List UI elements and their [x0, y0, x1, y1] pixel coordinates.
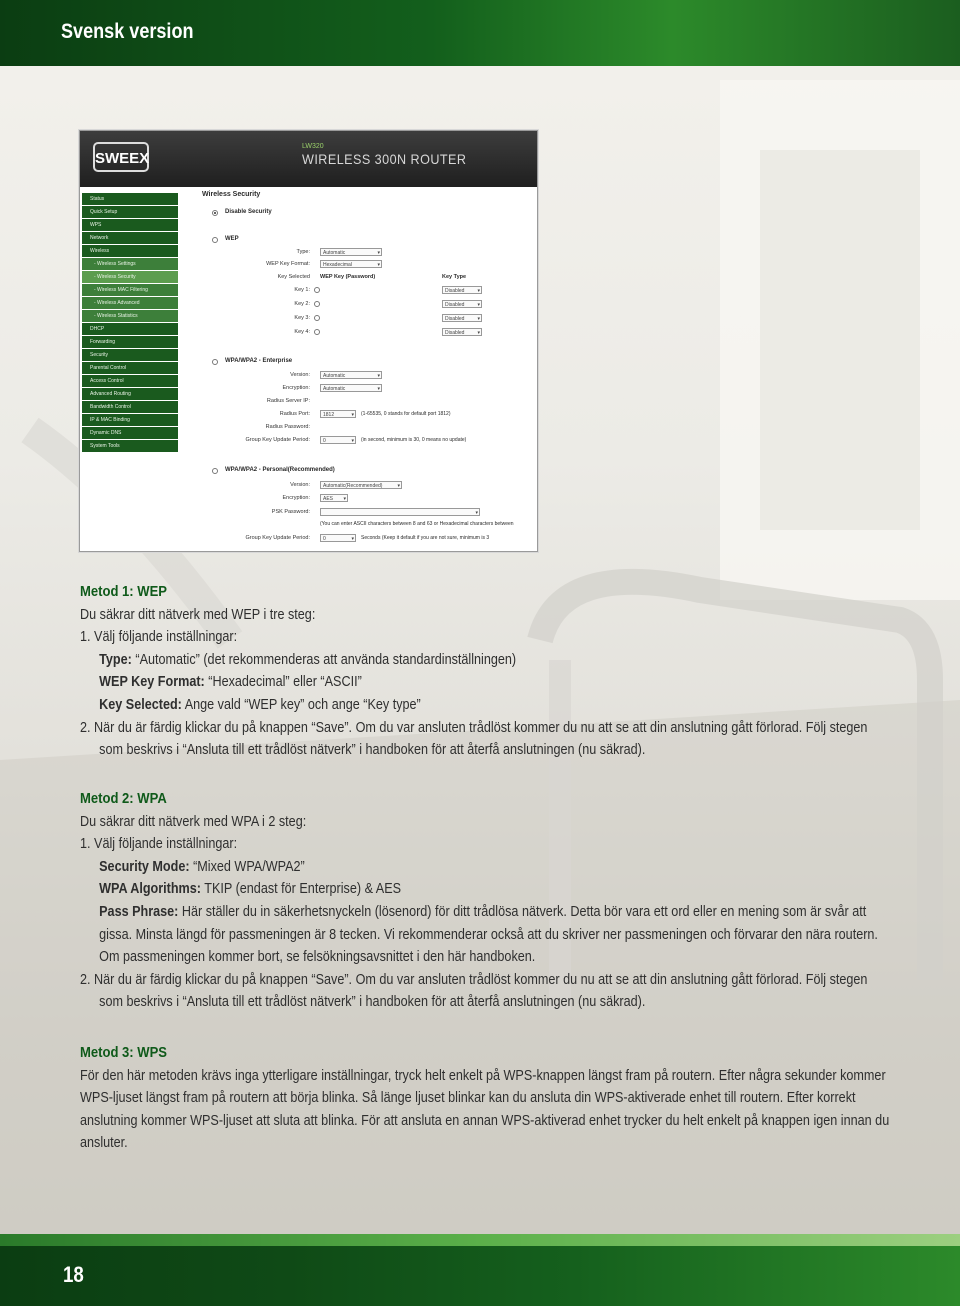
- encryption-select[interactable]: Automatic ▾: [320, 384, 382, 392]
- router-product-name: WIRELESS 300N ROUTER: [302, 151, 467, 167]
- key3-label: Key 3:: [294, 315, 310, 321]
- wpa-pass-label: Pass Phrase:: [99, 903, 179, 920]
- personal-encryption-select[interactable]: AES ▾: [320, 494, 348, 502]
- wep-key-label: Key Selected:: [99, 696, 182, 713]
- personal-group-key-hint: Seconds (Keep it default if you are not sure, minimum is 3: [361, 535, 490, 541]
- page-number: 18: [63, 1262, 84, 1287]
- nav-item[interactable]: Security: [82, 349, 178, 361]
- key-selected-label: Key Selected: [277, 274, 310, 280]
- wep-key-header: WEP Key (Password): [320, 274, 376, 280]
- disable-security-label: Disable Security: [225, 209, 272, 215]
- wps-line3: anslutning kommer WPS-ljuset att sluta att blinka. För att ansluta en annan WPS-aktiverad enhet trycker du helt enkelt på knappen igen innan du: [80, 1112, 890, 1129]
- psk-hint: (You can enter ASCII characters between 8 and 63 or Hexadecimal characters between: [320, 521, 514, 527]
- key-type-header: Key Type: [442, 274, 467, 280]
- radius-password-label: Radius Password:: [265, 424, 310, 430]
- key3-radio[interactable]: [314, 315, 320, 321]
- wpa-mode-text: “Mixed WPA/WPA2”: [189, 858, 305, 875]
- wps-line4: ansluter.: [80, 1135, 128, 1152]
- nav-item[interactable]: Network: [82, 232, 178, 244]
- nav-item[interactable]: - Wireless MAC Filtering: [82, 284, 178, 296]
- version-label: Version:: [290, 372, 310, 378]
- key1-label: Key 1:: [294, 287, 310, 293]
- header-title: Svensk version: [61, 20, 194, 43]
- personal-group-key-input[interactable]: 0 ▾: [320, 534, 356, 542]
- wep-step2-b: som beskrivs i “Ansluta till ett trådlöst nätverk” i handboken för att återfå anslutningen (nu säkrad).: [99, 742, 646, 759]
- router-screenshot: [79, 130, 538, 552]
- wep-key-format-label: WEP Key Format:: [266, 261, 310, 267]
- wep-step1: 1. Välj följande inställningar:: [80, 629, 238, 646]
- key2-radio[interactable]: [314, 301, 320, 307]
- nav-item[interactable]: - Wireless Settings: [82, 258, 178, 270]
- wpa-step1: 1. Välj följande inställningar:: [80, 836, 238, 853]
- radio-wep[interactable]: [212, 237, 218, 243]
- radius-ip-label: Radius Server IP:: [266, 398, 310, 404]
- key1-radio[interactable]: [314, 287, 320, 293]
- radio-wpa-personal[interactable]: [212, 468, 218, 474]
- wpa-pass-text-b: gissa. Minsta längd för passmeningen är 8 tecken. Vi rekommenderar också att du skriver ner passmeningen och förvarar den nära routern.: [99, 926, 878, 943]
- wpa-mode-label: Security Mode:: [99, 858, 190, 875]
- radio-disable-security[interactable]: [212, 210, 218, 216]
- nav-item[interactable]: Quick Setup: [82, 206, 178, 218]
- encryption-label: Encryption:: [282, 385, 310, 391]
- nav-item[interactable]: Wireless: [82, 245, 178, 257]
- group-key-label: Group Key Update Period:: [245, 437, 310, 443]
- wps-line1: För den här metoden krävs inga ytterligare inställningar, tryck helt enkelt på WPS-knappen längst fram på routern. Efter några sekunder kommer: [80, 1067, 886, 1084]
- wps-line2: WPS-ljuset längst fram på routern att börja blinka. Så länge ljuset blinkar kan du ansluta din WPS-aktiverade enhet till routern. Efter korrekt: [80, 1090, 856, 1107]
- key3-type-select[interactable]: Disabled ▾: [442, 314, 482, 322]
- key4-radio[interactable]: [314, 329, 320, 335]
- radius-port-input[interactable]: 1812 ▾: [320, 410, 356, 418]
- wep-key-text: Ange vald “WEP key” och ange “Key type”: [181, 696, 421, 713]
- router-content: [180, 187, 537, 551]
- psk-password-input[interactable]: [320, 508, 480, 516]
- wpa-step2-a: 2. När du är färdig klickar du på knappen “Save”. Om du var ansluten trådlöst kommer du nu att se att din anslutning gått förlorad. Följ stegen: [80, 971, 868, 988]
- router-model: LW320: [302, 143, 324, 150]
- key4-type-select[interactable]: Disabled ▾: [442, 328, 482, 336]
- nav-item[interactable]: - Wireless Statistics: [82, 310, 178, 322]
- sweex-logo: SWEEX: [93, 142, 149, 172]
- nav-item[interactable]: DHCP: [82, 323, 178, 335]
- wpa-pass-text-c: Om passmeningen kommer bort, se felsökningsavsnittet i den här handboken.: [99, 949, 536, 966]
- wep-title: Metod 1: WEP: [80, 583, 167, 600]
- wep-format-line: [80, 671, 867, 694]
- personal-version-label: Version:: [290, 482, 310, 488]
- type-select[interactable]: Automatic ▾: [320, 248, 382, 256]
- wep-format-text: “Hexadecimal” eller “ASCII”: [204, 674, 362, 691]
- psk-password-label: PSK Password:: [271, 509, 310, 515]
- nav-item[interactable]: Forwarding: [82, 336, 178, 348]
- wep-type-text: “Automatic” (det rekommenderas att använda standardinställningen): [131, 651, 517, 668]
- wep-format-label: WEP Key Format:: [99, 674, 205, 691]
- wpa-intro: Du säkrar ditt nätverk med WPA i 2 steg:: [80, 813, 307, 830]
- personal-group-key-label: Group Key Update Period:: [245, 535, 310, 541]
- wpa-algo-label: WPA Algorithms:: [99, 881, 201, 898]
- router-banner: [80, 131, 537, 187]
- radio-wpa-enterprise[interactable]: [212, 359, 218, 365]
- section-wpa: [80, 788, 960, 1014]
- wireless-security-title: Wireless Security: [202, 191, 261, 198]
- key2-label: Key 2:: [294, 301, 310, 307]
- wep-step2-a: 2. När du är färdig klickar du på knappen “Save”. Om du var ansluten trådlöst kommer du nu att se att din anslutning gått förlorad. Följ stegen: [80, 719, 868, 736]
- wpa-pass-text-a: Här ställer du in säkerhetsnyckeln (lösenord) för ditt trådlösa nätverk. Detta bör vara ett ord eller en mening som är svår att: [178, 903, 867, 920]
- radius-port-hint: (1-65535, 0 stands for default port 1812): [361, 411, 451, 417]
- type-label: Type:: [296, 249, 310, 255]
- wpa-pass-line: [80, 901, 878, 924]
- nav-item-active[interactable]: - Wireless Security: [82, 271, 178, 283]
- section-wps: [80, 1042, 960, 1155]
- nav-item[interactable]: IP & MAC Binding: [82, 414, 178, 426]
- version-select[interactable]: Automatic ▾: [320, 371, 382, 379]
- nav-item[interactable]: Dynamic DNS: [82, 427, 178, 439]
- nav-item[interactable]: Parental Control: [82, 362, 178, 374]
- router-sidebar: [80, 187, 180, 551]
- wpa-personal-label: WPA/WPA2 - Personal(Recommended): [225, 467, 335, 473]
- group-key-input[interactable]: 0 ▾: [320, 436, 356, 444]
- nav-item[interactable]: Advanced Routing: [82, 388, 178, 400]
- wep-label: WEP: [225, 236, 239, 242]
- section-wep: [80, 581, 960, 762]
- wep-key-format-select[interactable]: Hexadecimal ▾: [320, 260, 382, 268]
- key2-type-select[interactable]: Disabled ▾: [442, 300, 482, 308]
- wep-intro: Du säkrar ditt nätverk med WEP i tre steg:: [80, 606, 316, 623]
- radius-port-label: Radius Port:: [279, 411, 310, 417]
- wps-title: Metod 3: WPS: [80, 1044, 167, 1061]
- key4-label: Key 4:: [294, 329, 310, 335]
- key1-type-select[interactable]: Disabled ▾: [442, 286, 482, 294]
- wpa-algo-text: TKIP (endast för Enterprise) & AES: [200, 881, 402, 898]
- page-header: [0, 0, 960, 66]
- nav-item[interactable]: Access Control: [82, 375, 178, 387]
- nav-item[interactable]: Status: [82, 193, 178, 205]
- wpa-title: Metod 2: WPA: [80, 790, 167, 807]
- nav-item[interactable]: Bandwidth Control: [82, 401, 178, 413]
- nav-item[interactable]: System Tools: [82, 440, 178, 452]
- nav-item[interactable]: WPS: [82, 219, 178, 231]
- personal-version-select[interactable]: Automatic(Recommended) ▾: [320, 481, 402, 489]
- footer-accent-bar: [0, 1234, 960, 1246]
- wpa-mode-line: [80, 856, 878, 879]
- wpa-algo-line: [80, 878, 878, 901]
- wpa-step2-b: som beskrivs i “Ansluta till ett trådlöst nätverk” i handboken för att återfå anslutningen (nu säkrad).: [99, 994, 646, 1011]
- wep-type-label: Type:: [99, 651, 132, 668]
- wep-key-line: [80, 694, 867, 717]
- wep-type-line: [80, 649, 867, 672]
- wpa-enterprise-label: WPA/WPA2 - Enterprise: [225, 358, 293, 364]
- group-key-hint: (in second, minimum is 30, 0 means no update): [361, 437, 467, 443]
- personal-encryption-label: Encryption:: [282, 495, 310, 501]
- nav-item[interactable]: - Wireless Advanced: [82, 297, 178, 309]
